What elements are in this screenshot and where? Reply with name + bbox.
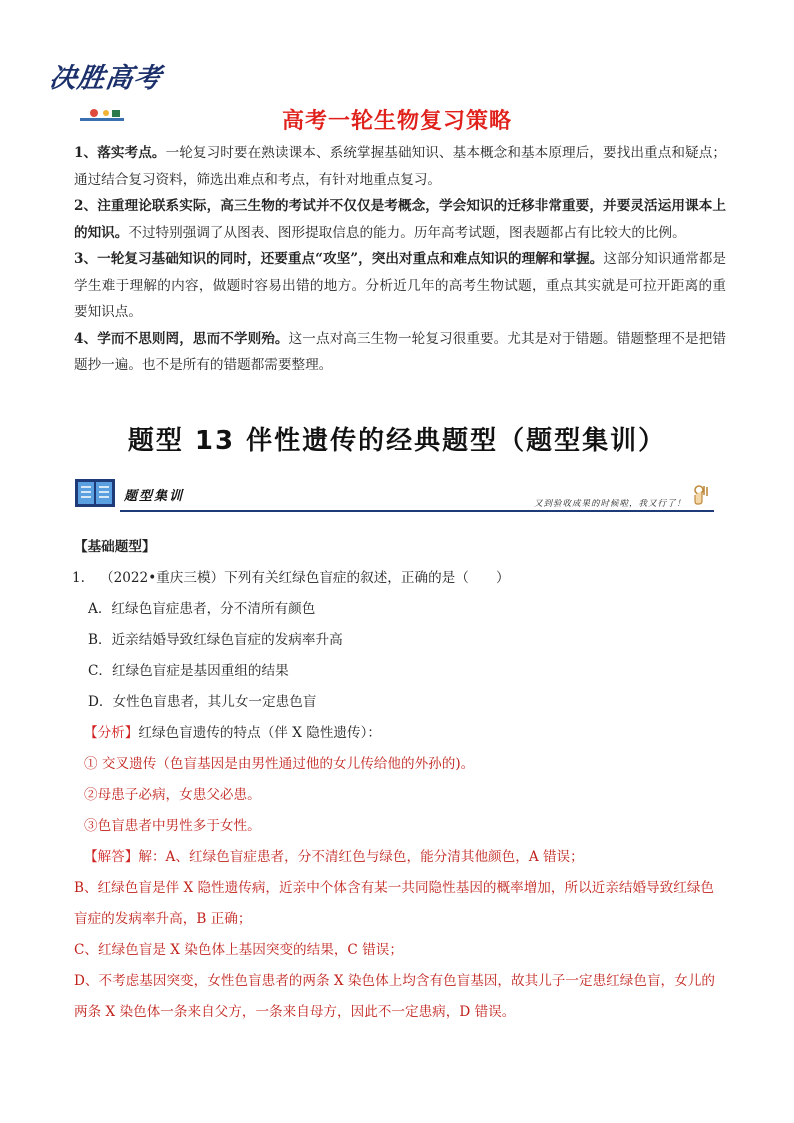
option-d: D．女性色盲患者，其儿女一定患色盲 <box>88 694 317 710</box>
strategy-item-text: 不过特别强调了从图表、图形提取信息的能力。历年高考试题，图表题都占有比较大的比例。 <box>128 224 686 241</box>
answer-line: D、不考虑基因突变，女性色盲患者的两条 X 染色体上均含有色盲基因，故其儿子一定患红绿色盲，女儿的两条 X 染色体一条来自父方，一条来自母方，因此不一定患病，D 错误。 <box>74 973 715 1020</box>
banner-divider <box>120 510 714 512</box>
answer-body <box>74 873 726 1028</box>
strategy-item <box>74 193 726 246</box>
question-stem <box>74 563 726 594</box>
banner-slogan: 又到验收成果的时候啦，我又行了！ <box>533 499 686 509</box>
analysis-point: ③色盲患者中男性多于女性。 <box>84 818 261 834</box>
answer-line: C、红绿色盲是 X 染色体上基因突变的结果，C 错误； <box>74 942 403 958</box>
strategy-item-heading: 1、落实考点。 <box>74 145 166 161</box>
logo-text: 决胜高考 <box>47 63 164 94</box>
open-book-icon <box>74 477 116 509</box>
question-text: （2022•重庆三模）下列有关红绿色盲症的叙述，正确的是（ ） <box>100 570 510 586</box>
analysis-text: 红绿色盲遗传的特点（伴 X 隐性遗传）： <box>138 725 381 741</box>
analysis-point: ②母患子必病，女患父必患。 <box>84 787 261 803</box>
question-number: 1. <box>72 570 85 586</box>
basic-header: 【基础题型】 <box>74 539 156 555</box>
strategy-item <box>74 246 726 326</box>
strategy-item-heading: 4、学而不思则罔，思而不学则殆。 <box>74 330 289 347</box>
analysis-line <box>74 718 726 749</box>
section-title: 题型 13 伴性遗传的经典题型（题型集训） <box>127 426 667 456</box>
banner-label: 题型集训 <box>124 489 185 504</box>
strategy-item-heading: 3、一轮复习基础知识的同时，还要重点“攻坚”，突出对重点和难点知识的理解和掌握。 <box>74 251 604 267</box>
strategy-item <box>74 326 726 379</box>
answer-intro: 解：A、红绿色盲症患者，分不清红色与绿色，能分清其他颜色，A 错误； <box>138 849 584 865</box>
strategy-section <box>74 140 726 379</box>
strategy-item-text: 这部分知识通常都是学生难于理解的内容，做题时容易出错的地方。分析近几年的高考生物试题，重点其实就是可拉开距离的重要知识点。 <box>74 251 726 320</box>
strategy-item <box>74 140 726 193</box>
strategy-item-heading: 2、注重理论联系实际，高三生物的考试并不仅仅是考概念，学会知识的迁移非常重要，并要灵活运用课本上的知识。 <box>74 198 726 241</box>
question-section <box>74 532 726 1028</box>
ok-hand-icon <box>692 483 710 505</box>
answer-tag: 【解答】 <box>84 849 139 865</box>
strategy-item-text: 这一点对高三生物一轮复习很重要。尤其是对于错题。错题整理不是把错题抄一遍。也不是所有的错题都需要整理。 <box>74 330 726 373</box>
answer-line: B、红绿色盲是伴 X 隐性遗传病，近亲中个体含有某一共同隐性基因的概率增加，所以近亲结婚导致红绿色盲症的发病率升高，B 正确； <box>74 880 715 927</box>
practice-banner <box>74 477 714 515</box>
option-a: A．红绿色盲症患者，分不清所有颜色 <box>88 601 316 617</box>
analysis-tag: 【分析】 <box>84 725 139 741</box>
option-c: C．红绿色盲症是基因重组的结果 <box>88 663 289 679</box>
strategy-item-text: 一轮复习时要在熟读课本、系统掌握基础知识、基本概念和基本原理后，要找出重点和疑点；通过结合复习资料，筛选出难点和考点，有针对地重点复习。 <box>74 145 726 188</box>
option-b: B．近亲结婚导致红绿色盲症的发病率升高 <box>88 632 343 648</box>
page-title: 高考一轮生物复习策略 <box>281 109 512 134</box>
answer-line <box>74 842 726 873</box>
analysis-point: ① 交叉遗传（色盲基因是由男性通过他的女儿传给他的外孙的)。 <box>84 756 475 772</box>
